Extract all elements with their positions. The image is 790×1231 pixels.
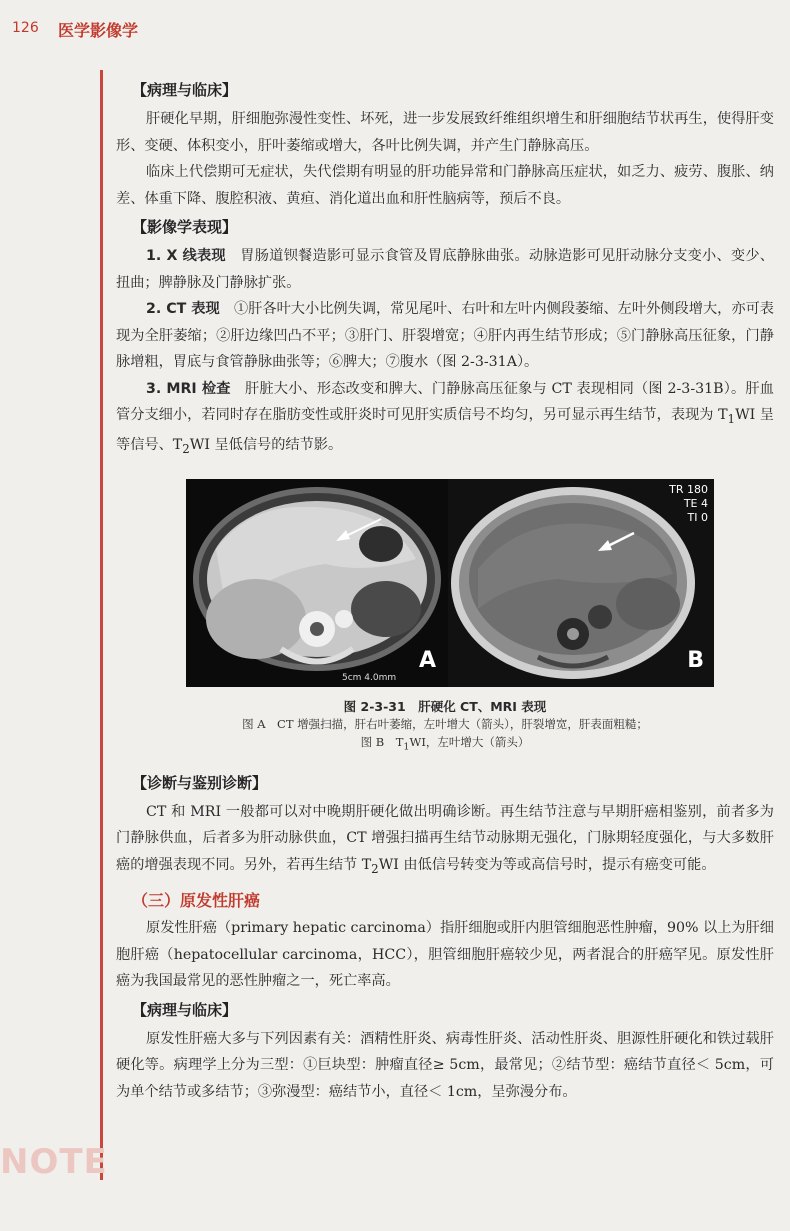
- caption-b-sub: 1: [403, 740, 410, 752]
- mri-image-panel: [448, 479, 714, 687]
- ct-image-panel: [186, 479, 448, 687]
- diagnosis-text-1: CT 和 MRI 一般都可以对中晚期肝硬化做出明确诊断。再生结节注意与早期肝癌相鉴别，前者多为门静脉供血，后者多为肝动脉供血，CT 增强扫描再生结节动脉期无强化，门脉期轻度强化，与大多数肝癌的增强表现不同。另外，若再生结节 T: [116, 803, 774, 873]
- hcc-section-title: （三）原发性肝癌: [132, 891, 261, 911]
- scale-label: 5cm 4.0mm: [342, 672, 397, 683]
- imaging-heading: 【影像学表现】: [132, 218, 238, 236]
- mr-param-ti: TI 0: [687, 510, 708, 524]
- mri-text-2: WI 呈等信号、T: [116, 407, 774, 454]
- ct-lead: 2. CT 表现: [146, 301, 220, 317]
- pathology-heading-2: 【病理与临床】: [132, 1000, 238, 1019]
- mri-lead: 3. MRI 检查: [146, 380, 231, 397]
- page-number: 126: [12, 20, 39, 36]
- mr-param-te: TE 4: [683, 496, 708, 510]
- figure-caption-b: [116, 733, 774, 756]
- pathology-paragraph-2: 临床上代偿期可无症状，失代偿期有明显的肝功能异常和门静脉高压症状，如乏力、疲劳、腹胀、纳差、体重下降、腹腔积液、黄疸、消化道出血和肝性脑病等，预后不良。: [116, 164, 774, 207]
- mri-text-1: 肝脏大小、形态改变和脾大、门静脉高压征象与 CT 表现相同（图 2-3-31B）。肝血管分支细小，若同时存在脂肪变性或肝炎时可见肝实质信号不均匀，另可显示再生结节，表现为 T: [116, 380, 774, 423]
- page-content: [116, 75, 774, 1105]
- ct-text: ①肝各叶大小比例失调，常见尾叶、右叶和左叶内侧段萎缩、左叶外侧段增大，亦可表现为全肝萎缩；②肝边缘凹凸不平；③肝门、肝裂增宽；④肝内再生结节形成；⑤门静脉高压征象，门静脉增粗，胃底与食管静脉曲张等；⑥脾大；⑦腹水（图 2-3-31A）。: [116, 301, 774, 370]
- pathology-heading: 【病理与临床】: [132, 81, 238, 99]
- mri-sub-1: 1: [727, 411, 736, 426]
- margin-rule: [100, 70, 103, 1180]
- diagnosis-paragraph: [116, 799, 774, 882]
- caption-b-text-2: WI，左叶增大（箭头）: [409, 734, 530, 749]
- figure-ct-mri: [186, 479, 714, 687]
- diagnosis-sub: 2: [371, 861, 379, 876]
- mri-paragraph: [116, 376, 774, 463]
- xray-lead: 1. X 线表现: [146, 248, 226, 264]
- diagnosis-heading: 【诊断与鉴别诊断】: [132, 773, 268, 792]
- caption-b-text-1: 图 B T: [360, 734, 404, 749]
- xray-text: 胃肠道钡餐造影可显示食管及胃底静脉曲张。动脉造影可见肝动脉分支变小、变少、扭曲；脾静脉及门静脉扩张。: [116, 248, 774, 291]
- book-title: 医学影像学: [58, 21, 139, 40]
- mr-param-tr: TR 180: [669, 482, 708, 496]
- mri-sub-2: 2: [182, 442, 190, 457]
- hcc-paragraph: 原发性肝癌（primary hepatic carcinoma）指肝细胞或肝内胆管细胞恶性肿瘤，90% 以上为肝细胞肝癌（hepatocellular carcinoma，HCC），胆管细胞肝癌较少见，两者混合的肝癌罕见。原发性肝癌为我国最常见的恶性肿瘤之一，死亡率高。: [116, 920, 774, 990]
- panel-a-label: A: [418, 647, 436, 673]
- ct-paragraph: [116, 296, 774, 376]
- pathology-paragraph-1: 肝硬化早期，肝细胞弥漫性变性、坏死，进一步发展致纤维组织增生和肝细胞结节状再生，使得肝变形、变硬、体积变小，肝叶萎缩或增大，各叶比例失调，并产生门静脉高压。: [116, 111, 774, 154]
- xray-paragraph: [116, 243, 774, 296]
- ct-scan-illustration: [186, 479, 448, 687]
- note-side-mark: NOTE: [0, 1142, 108, 1182]
- panel-b-label: B: [687, 647, 704, 673]
- mri-text-3: WI 呈低信号的结节影。: [189, 437, 343, 454]
- mri-scan-illustration: [448, 479, 714, 687]
- diagnosis-text-2: WI 由低信号转变为等或高信号时，提示有癌变可能。: [378, 856, 716, 873]
- pathology-paragraph-3: 原发性肝癌大多与下列因素有关：酒精性肝炎、病毒性肝炎、活动性肝炎、胆源性肝硬化和铁过载肝硬化等。病理学上分为三型：①巨块型：肿瘤直径≥ 5cm，最常见；②结节型：癌结节直径＜ 5cm，可为单个结节或多结节；③弥漫型：癌结节小，直径＜ 1cm，呈弥漫分布。: [116, 1030, 774, 1100]
- figure-caption-a: 图 A CT 增强扫描，肝右叶萎缩，左叶增大（箭头），肝裂增宽，肝表面粗糙；: [242, 716, 648, 731]
- figure-caption-title: 图 2-3-31 肝硬化 CT、MRI 表现: [343, 698, 547, 714]
